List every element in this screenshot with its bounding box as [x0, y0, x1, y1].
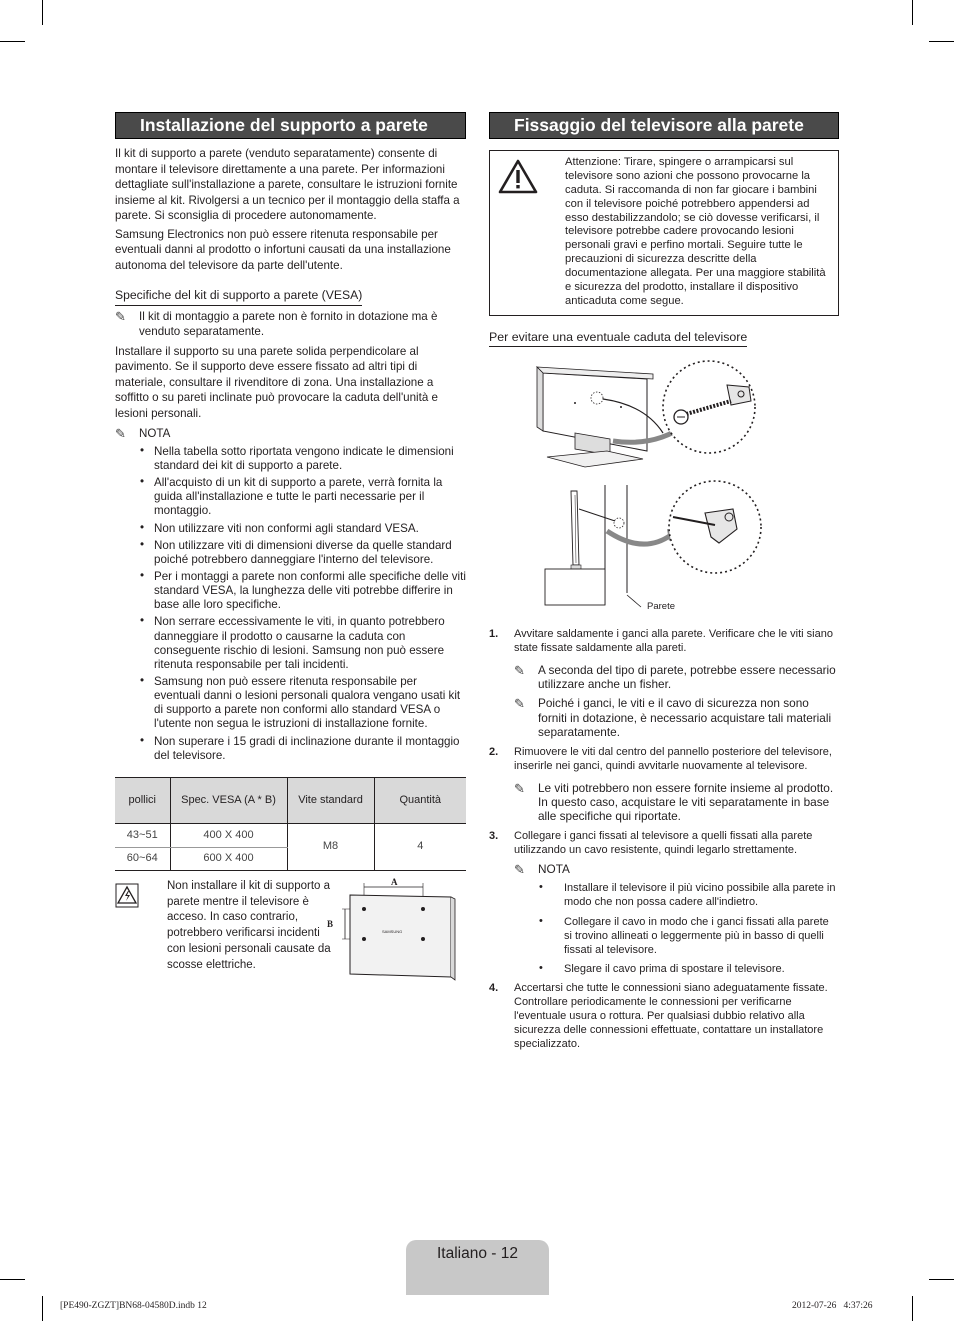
file-info: [PE490-ZGZT]BN68-04580D.indb 12 [60, 1301, 207, 1311]
list-item: • Slegare il cavo prima di spostare il televisore. [539, 962, 839, 976]
list-item: • Nella tabella sotto riportata vengono indicate le dimensioni standard dei kit di supporto a parete. [140, 445, 466, 473]
attention-box [489, 150, 839, 316]
table-header: Vite standard [287, 777, 374, 823]
list-item: • Non superare i 15 gradi di inclinazione durante il montaggio del televisore. [140, 735, 466, 763]
page-number-tab: Italiano - 12 [406, 1240, 549, 1295]
warning-triangle-icon [498, 156, 540, 309]
table-cell-screw: M8 [287, 823, 374, 870]
pencil-note-icon: ✎ [115, 426, 126, 442]
pencil-note-icon: ✎ [514, 662, 525, 678]
install-paragraph: Installare il supporto su una parete solida perpendicolare al pavimento. Se il supporto deve essere fissato ad altri tipi di materiale, consultare il rivenditore di zona. Una installazione a soffitto o su pareti inclinate può provocare la caduta dell'unità e lesioni personali. [115, 344, 438, 420]
electric-warning-text: Non installare il kit di supporto a parete mentre il televisore è acceso. In caso contrario, potrebbero verificarsi incidenti con lesioni personali causate da scosse elettriche. [167, 879, 331, 971]
table-cell: 60~64 [115, 847, 170, 870]
pencil-note-icon: ✎ [514, 696, 525, 712]
crop-mark [0, 1279, 25, 1280]
crop-mark [42, 1296, 43, 1321]
table-cell: 400 X 400 [170, 823, 287, 847]
wall-mount-section [115, 112, 466, 989]
step-note: ✎ Le viti potrebbero non essere fornite insieme al prodotto. In questo caso, acquistare le viti separatamente in base alle specifiche qui riportate. [514, 780, 834, 824]
crop-mark [929, 41, 954, 42]
samsung-logo: SAMSUNG [382, 928, 403, 934]
step-nota [514, 862, 839, 876]
table-cell-qty: 4 [374, 823, 466, 870]
table-cell: 43~51 [115, 823, 170, 847]
step-item: 1. Avvitare saldamente i ganci alla parete. Verificare che le viti siano state fissate saldamente alla pareti. ✎ A seconda del tipo di parete, potrebbe essere necessario utilizzare anche un fisher. ✎ Poiché i ganci, le viti e il cavo di sicurezza non sono forniti in dotazione, è necessario acquistare tali materiali separatamente. [489, 627, 839, 739]
list-item: • Non utilizzare viti non conformi agli standard VESA. [140, 522, 466, 536]
nota-label: NOTA [538, 862, 570, 876]
liability-paragraph: Samsung Electronics non può essere ritenuta responsabile per eventuali danni al prodotto o infortuni causati da una installazione autonoma del televisore da parte dell'utente. [115, 227, 451, 272]
dimension-b-label: B [327, 918, 334, 929]
step-item: 3. Collegare i ganci fissati al televisore a quelli fissati alla parete utilizzando un cavo resistente, quindi legarlo strettamente. ✎ NOTA • Installare il televisore il più vicino possibile alla parete in modo che non possa cadere all'indietro. • Collegare il cavo in modo che i ganci fissati alla parete si trovino allineati o leggermente più in basso di quelli fissati al televisore. • Slegare il cavo prima di spostare il televisore. [489, 829, 839, 976]
prevent-fall-heading: Per evitare una eventuale caduta del televisore [489, 329, 747, 348]
tv-hook-illustration [535, 357, 775, 483]
electric-warning [115, 876, 466, 990]
date-info: 2012-07-26 4:37:26 [792, 1301, 873, 1311]
section-title-anti-tip: Fissaggio del televisore alla parete [489, 112, 839, 139]
table-cell: 600 X 400 [170, 847, 287, 870]
list-item: • Non serrare eccessivamente le viti, in quanto potrebbero danneggiare il prodotto o causarne la caduta con conseguente rischio di lesioni. Samsung non può essere ritenuta responsabile per tali incidenti. [140, 615, 466, 672]
dimension-a-label: A [391, 876, 398, 887]
table-header: pollici [115, 777, 170, 823]
step-item: 2. Rimuovere le viti dal centro del pannello posteriore del televisore, inserirle nei ganci, quindi avvitarle nuovamente al televisore. ✎ Le viti potrebbero non essere fornite insieme al prodotto. In questo caso, acquistare le viti separatamente in base alle specifiche qui riportate. [489, 745, 839, 824]
nota-block [115, 426, 466, 442]
nota-label: NOTA [139, 427, 171, 441]
table-row [115, 823, 466, 847]
tv-wall-cable-illustration [543, 485, 783, 615]
pencil-note-icon: ✎ [514, 862, 525, 877]
pencil-note-icon: ✎ [514, 780, 525, 796]
intro-paragraph: Il kit di supporto a parete (venduto separatamente) consente di montare il televisore direttamente a una parete. Per informazioni dettagliate sull'installazione a parete, consultare le istruzioni fornite insieme al kit. Rivolgersi a un tecnico per il montaggio della staffa a parete. Si sconsiglia di procedere autonomamente. [115, 147, 460, 223]
step-item: 4. Accertarsi che tutte le connessioni siano adeguatamente fissate. Controllare periodicamente le connessioni per verificarne l'eventuale usura o rottura. Per qualsiasi dubbio relativo alla sicurezza delle connessioni effettuate, contattare un installatore specializzato. [489, 981, 828, 1051]
anti-tip-section [489, 112, 839, 1051]
crop-mark [929, 1279, 954, 1280]
crop-mark [0, 41, 25, 42]
nota-list [140, 445, 466, 763]
vesa-table [115, 777, 466, 871]
list-item: • Samsung non può essere ritenuta responsabile per eventuali danni o lesioni personali qualora vengano usati kit di supporto a parete non conformi allo standard VESA o l'utente non segua le istruzioni di installazione fornite. [140, 675, 466, 732]
list-item: • Non utilizzare viti di dimensioni diverse da quelle standard poiché potrebbero danneggiare l'interno del televisore. [140, 539, 466, 567]
list-item: • All'acquisto di un kit di supporto a parete, verrà fornita la guida all'installazione e tutte le parti necessarie per il montaggio. [140, 476, 466, 518]
table-header: Spec. VESA (A * B) [170, 777, 287, 823]
nota-list [539, 881, 839, 975]
vesa-diagram [327, 876, 464, 990]
table-header: Quantità [374, 777, 466, 823]
pencil-note-icon: ✎ [115, 308, 126, 324]
crop-mark [42, 0, 43, 25]
attention-label: Attenzione [565, 156, 618, 168]
table-header-row [115, 777, 466, 823]
list-item: • Per i montaggi a parete non conformi alle specifiche delle viti standard VESA, la lunghezza delle viti potrebbe differire in base alle loro specifiche. [140, 570, 466, 612]
note-kit-not-included: ✎ Il kit di montaggio a parete non è fornito in dotazione ma è venduto separatamente. [115, 308, 438, 339]
list-item: • Collegare il cavo in modo che i ganci fissati alla parete si trovino allineati o leggermente più in basso di quelli fissati al televisore. [539, 915, 839, 957]
list-item: • Installare il televisore il più vicino possibile alla parete in modo che non possa cadere all'indietro. [539, 881, 839, 909]
step-note: ✎ A seconda del tipo di parete, potrebbe essere necessario utilizzare anche un fisher. [514, 662, 836, 691]
electric-shock-warning-icon [115, 879, 167, 990]
crop-mark [912, 0, 913, 25]
vesa-heading: Specifiche del kit di supporto a parete (VESA) [115, 287, 362, 305]
section-title-wall-mount: Installazione del supporto a parete [115, 112, 466, 139]
wall-label: Parete [647, 601, 675, 613]
attention-text: Attenzione: Tirare, spingere o arrampicarsi sul televisore sono azioni che possono provocarne la caduta. Si raccomanda di non far giocare i bambini con il televisore poiché potrebbero appendersi ad esso destabilizzandolo; se ciò dovesse verificarsi, il televisore potrebbe cadere provocando lesioni personali gravi e perfino mortali. Seguire tutte le precauzioni di sicurezza descritte della documentazione allegata. Per una maggiore stabilità e sicurezza del prodotto, installare il dispositivo anticaduta come segue. [565, 156, 826, 307]
steps-list [489, 627, 839, 1051]
step-note: ✎ Poiché i ganci, le viti e il cavo di sicurezza non sono forniti in dotazione, è necessario acquistare tali materiali separatamente. [514, 696, 832, 740]
crop-mark [912, 1296, 913, 1321]
